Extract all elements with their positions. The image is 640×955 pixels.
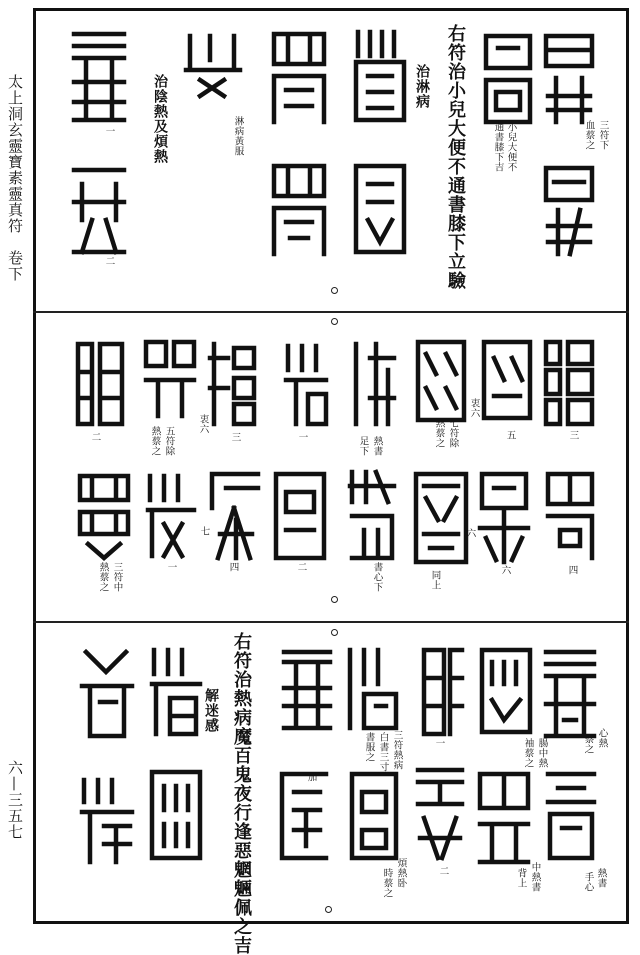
talisman-glyph	[76, 646, 138, 742]
caption: 七	[198, 526, 210, 536]
caption: 二	[89, 432, 101, 442]
caption: 袖蔡之	[522, 738, 534, 768]
talisman-glyph	[146, 644, 206, 740]
caption: 煩熱卧	[395, 858, 407, 888]
caption: 衷六	[197, 414, 209, 434]
caption: 衷六	[468, 398, 480, 418]
caption: 五	[504, 430, 516, 440]
caption: 足下	[357, 436, 369, 456]
caption: 小兒大便不	[505, 122, 517, 172]
caption: 通書膝下吉	[492, 122, 504, 172]
panel-subtitle: 治淋病	[414, 64, 430, 109]
binding-hole	[325, 906, 332, 913]
talisman-glyph	[540, 336, 598, 430]
panel-title: 右符治小兒大便不通書膝下立驗	[445, 24, 466, 290]
talisman-glyph	[142, 470, 200, 562]
caption: 四	[227, 562, 239, 572]
binding-hole	[331, 318, 338, 325]
book-title: 太上洞玄靈寶素靈真符 卷下	[6, 74, 24, 282]
caption: 心熱	[596, 728, 608, 748]
talisman-glyph	[278, 646, 336, 734]
caption: 三符下	[597, 120, 609, 150]
caption: 三	[567, 430, 579, 440]
talisman-glyph	[350, 26, 410, 126]
caption: 熱蔡之	[433, 418, 445, 448]
talisman-glyph	[412, 764, 468, 864]
panel-title: 右符治熱病魔百鬼夜行逢惡魍魎佩之吉	[231, 632, 252, 955]
talisman-glyph	[346, 338, 400, 430]
talisman-glyph	[478, 336, 536, 430]
caption: 熱書	[371, 436, 383, 456]
binding-hole	[331, 629, 338, 636]
talisman-glyph	[68, 26, 130, 126]
talisman-glyph	[268, 160, 330, 260]
caption: 書服之	[363, 732, 375, 762]
talisman-glyph	[146, 766, 206, 864]
talisman-glyph	[540, 160, 598, 260]
caption: 加	[305, 772, 317, 782]
caption: 手心	[582, 872, 594, 892]
talisman-glyph	[410, 468, 472, 568]
caption: 背上	[515, 868, 527, 888]
caption: 三符熱病	[391, 730, 403, 770]
caption: 熱蔡之	[97, 562, 109, 592]
caption: 治陰熱及煩熱	[152, 74, 168, 164]
caption: 二	[103, 256, 115, 266]
talisman-glyph	[350, 160, 410, 258]
caption: 一	[165, 562, 177, 572]
talisman-glyph	[474, 468, 534, 568]
caption: 熱書	[595, 868, 607, 888]
page-number: 六—三五七	[6, 760, 24, 840]
caption: 蔡之	[582, 734, 594, 754]
talisman-glyph	[72, 338, 128, 430]
caption: 三	[229, 432, 241, 442]
talisman-glyph	[542, 468, 598, 564]
caption: 書心下	[371, 562, 383, 592]
caption: 六	[499, 565, 511, 575]
talisman-glyph	[270, 468, 330, 564]
talisman-glyph	[180, 30, 246, 100]
binding-hole	[331, 287, 338, 294]
talisman-glyph	[476, 644, 536, 738]
caption: 腸中熱	[536, 738, 548, 768]
caption: 一	[433, 738, 445, 748]
caption: 時蔡之	[381, 868, 393, 898]
talisman-glyph	[76, 774, 138, 868]
talisman-glyph	[540, 644, 600, 742]
talisman-glyph	[538, 26, 600, 128]
talisman-glyph	[542, 768, 600, 864]
talisman-glyph	[206, 468, 264, 564]
talisman-glyph	[204, 338, 260, 430]
talisman-glyph	[280, 340, 332, 430]
talisman-glyph	[412, 336, 470, 426]
caption: 中熱書	[529, 862, 541, 892]
panel-divider-1	[33, 311, 629, 313]
talisman-glyph	[268, 28, 330, 128]
caption: 二	[437, 866, 449, 876]
talisman-glyph	[480, 28, 538, 128]
caption: 同上	[429, 570, 441, 590]
caption: 七符除	[447, 418, 459, 448]
talisman-glyph	[276, 768, 332, 864]
caption: 熱蔡之	[149, 426, 161, 456]
talisman-glyph	[418, 644, 466, 740]
panel-divider-2	[33, 621, 629, 623]
caption: 六	[464, 528, 476, 538]
talisman-glyph	[346, 768, 402, 864]
talisman-glyph	[74, 470, 134, 562]
caption: 白書三寸	[377, 732, 389, 772]
talisman-glyph	[344, 644, 402, 734]
caption: 五符除	[163, 426, 175, 456]
binding-hole	[331, 596, 338, 603]
caption: 三符中	[111, 562, 123, 592]
panel-subtitle: 解迷感	[203, 688, 219, 733]
caption: 血蔡之	[583, 120, 595, 150]
talisman-glyph	[474, 768, 534, 868]
talisman-glyph	[140, 336, 200, 422]
caption: 四	[566, 565, 578, 575]
caption: 淋病黃服	[232, 116, 244, 156]
talisman-glyph	[68, 160, 130, 260]
talisman-glyph	[344, 466, 400, 566]
caption: 一	[103, 126, 115, 136]
caption: 二	[295, 562, 307, 572]
caption: 一	[296, 432, 308, 442]
